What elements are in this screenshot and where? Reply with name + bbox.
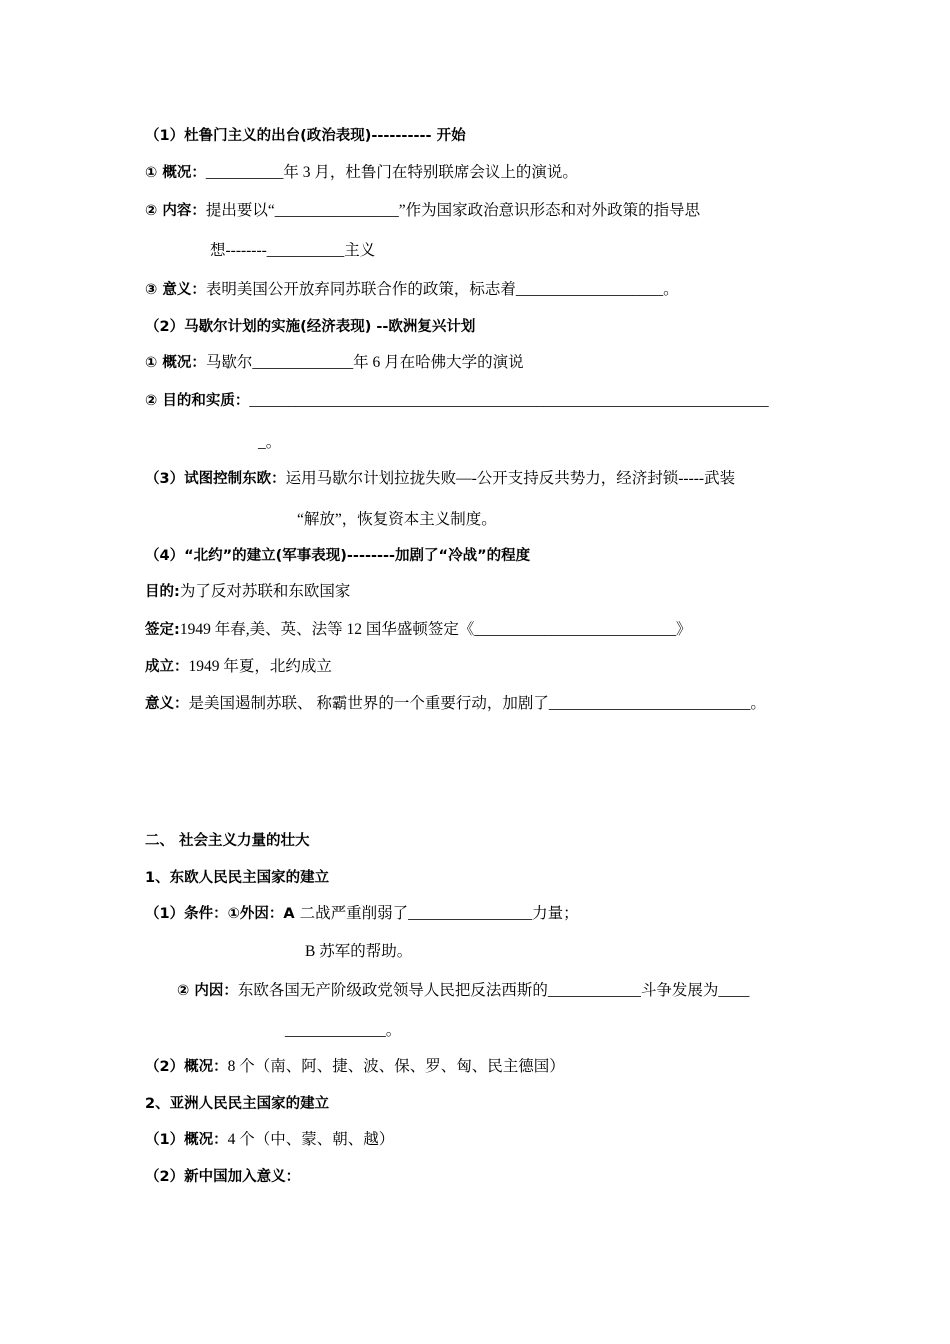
truman-meaning	[145, 279, 679, 301]
condition-internal-cont: _____________。	[285, 1022, 402, 1039]
marshall-purpose	[145, 390, 769, 412]
text: 运用马歇尔计划拉拢失败—-公开支持反共势力，经济封锁-----武装	[285, 470, 736, 487]
text: 是美国遏制苏联、 称霸世界的一个重要行动，加剧了__________________________。	[188, 695, 766, 712]
label: 成立：	[145, 659, 189, 675]
text: 1949 年春,美、英、法等 12 国华盛顿签定《__________________________》	[179, 621, 692, 638]
label: ① 概况：	[145, 165, 206, 181]
asia-overview	[145, 1129, 394, 1151]
condition-external	[145, 903, 579, 925]
text: 马歇尔_____________年 6 月在哈佛大学的演说	[205, 354, 524, 371]
label: （1）概况：	[145, 1132, 228, 1148]
label: ② 内因：	[177, 983, 238, 999]
text: 1949 年夏，北约成立	[188, 658, 332, 675]
eastern-europe	[145, 468, 735, 490]
truman-content	[145, 200, 700, 222]
marshall-overview	[145, 352, 524, 374]
new-china-meaning: （2）新中国加入意义：	[145, 1169, 301, 1185]
nato-signing	[145, 619, 691, 641]
condition-internal	[177, 980, 749, 1002]
label: 目的:	[145, 584, 180, 600]
label: （2）概况：	[145, 1059, 228, 1075]
label: （1）条件：①外因：A	[145, 906, 300, 922]
nato-founding	[145, 656, 332, 678]
label: （3）试图控制东欧：	[145, 471, 286, 487]
marshall-heading: （2）马歇尔计划的实施(经济表现) --欧洲复兴计划	[145, 319, 476, 335]
asia-heading: 2、亚洲人民民主国家的建立	[145, 1096, 330, 1112]
truman-overview	[145, 162, 578, 184]
truman-heading: （1）杜鲁门主义的出台(政治表现)---------- 开始	[145, 128, 466, 144]
text: 8 个（南、阿、捷、波、保、罗、匈、民主德国）	[227, 1058, 565, 1075]
marshall-purpose-cont: _。	[258, 434, 282, 451]
truman-content-cont: 想--------__________主义	[210, 242, 376, 259]
nato-purpose	[145, 581, 350, 603]
text: 东欧各国无产阶级政党领导人民把反法西斯的____________斗争发展为____	[237, 982, 750, 999]
eastern-europe-heading: 1、东欧人民民主国家的建立	[145, 870, 330, 886]
part2-heading: 二、 社会主义力量的壮大	[145, 833, 310, 849]
text: __________年 3 月，杜鲁门在特别联席会议上的演说。	[205, 164, 578, 181]
eastern-europe-overview	[145, 1056, 565, 1078]
label: ① 概况：	[145, 355, 206, 371]
nato-meaning	[145, 693, 766, 715]
text: 提出要以“________________”作为国家政治意识形态和对外政策的指导思	[205, 202, 701, 219]
text: 表明美国公开放弃同苏联合作的政策，标志着___________________。	[205, 281, 679, 298]
label: ② 目的和实质：	[145, 393, 250, 409]
condition-external-b: B 苏军的帮助。	[305, 943, 413, 960]
label: ③ 意义：	[145, 282, 206, 298]
label: 签定:	[145, 622, 180, 638]
text: 4 个（中、蒙、朝、越）	[227, 1131, 395, 1148]
label: 意义：	[145, 696, 189, 712]
text: ___________________________________________________________________	[249, 392, 769, 409]
label: ② 内容：	[145, 203, 206, 219]
eastern-europe-cont: “解放”，恢复资本主义制度。	[297, 511, 497, 528]
nato-heading: （4）“北约”的建立(军事表现)--------加剧了“冷战”的程度	[145, 548, 531, 564]
text: 为了反对苏联和东欧国家	[179, 583, 351, 600]
text: 二战严重削弱了________________力量；	[299, 905, 579, 922]
